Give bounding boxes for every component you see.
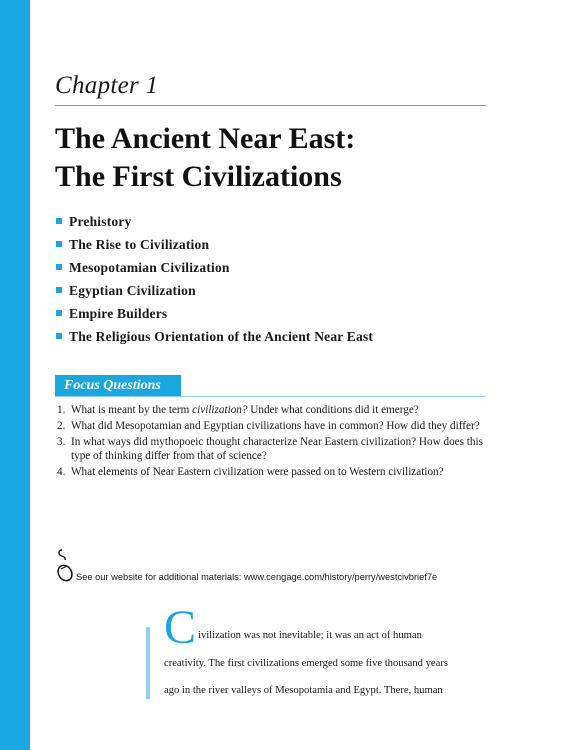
topic-label: Prehistory xyxy=(69,214,132,229)
topic-item xyxy=(55,325,373,348)
body-text-line: ago in the river valleys of Mesopotamia and Egypt. There, human xyxy=(164,685,443,696)
question-text-pre: What is meant by the term xyxy=(71,404,193,416)
body-text-line: ivilization was not inevitable; it was an act of human xyxy=(198,630,422,641)
body-text-line: creativity. The first civilizations emerged some five thousand years xyxy=(164,658,448,669)
paragraph-margin-rule xyxy=(146,627,150,699)
website-note xyxy=(55,548,505,588)
question-text: What did Mesopotamian and Egyptian civilizations have in common? How did they differ? xyxy=(71,420,480,432)
chapter-label: Chapter 1 xyxy=(55,72,159,99)
question-number: 2. xyxy=(57,420,66,432)
chapter-title-line-2: The First Civilizations xyxy=(55,160,342,193)
topic-label: Mesopotamian Civilization xyxy=(69,260,230,275)
topic-item xyxy=(55,279,373,302)
topic-list xyxy=(55,210,373,348)
side-color-bar xyxy=(0,0,30,750)
question-number: 3. xyxy=(57,436,66,448)
square-bullet-icon xyxy=(56,241,62,247)
square-bullet-icon xyxy=(56,310,62,316)
question-number: 1. xyxy=(57,404,66,416)
topic-item xyxy=(55,233,373,256)
chapter-title-line-1: The Ancient Near East: xyxy=(55,122,356,155)
mouse-icon xyxy=(55,548,75,582)
focus-question-list xyxy=(55,403,501,481)
focus-question xyxy=(55,435,501,463)
drop-cap: C xyxy=(164,601,197,654)
topic-item xyxy=(55,210,373,233)
focus-questions-heading: Focus Questions xyxy=(55,375,181,396)
question-term: civilization? xyxy=(192,404,248,416)
topic-item xyxy=(55,256,373,279)
topic-label: The Religious Orientation of the Ancient Near East xyxy=(69,329,374,344)
square-bullet-icon xyxy=(56,264,62,270)
chapter-title xyxy=(55,120,355,196)
focus-rule xyxy=(55,396,486,397)
focus-question xyxy=(55,465,501,479)
question-number: 4. xyxy=(57,466,66,478)
chapter-rule xyxy=(55,105,486,106)
topic-label: Empire Builders xyxy=(69,306,168,321)
topic-item xyxy=(55,302,373,325)
focus-question xyxy=(55,419,501,433)
question-text-post: Under what conditions did it emerge? xyxy=(247,404,419,416)
question-text: In what ways did mythopoeic thought characterize Near Eastern civilization? How does this type of thinking differ from that of science? xyxy=(71,436,483,462)
focus-question xyxy=(55,403,501,417)
square-bullet-icon xyxy=(56,287,62,293)
square-bullet-icon xyxy=(56,333,62,339)
topic-label: The Rise to Civilization xyxy=(69,237,210,252)
website-text: See our website for additional materials: www.cengage.com/history/perry/westcivbrief7e xyxy=(76,572,438,582)
question-text: What elements of Near Eastern civilization were passed on to Western civilization? xyxy=(71,466,444,478)
topic-label: Egyptian Civilization xyxy=(69,283,196,298)
square-bullet-icon xyxy=(56,218,62,224)
